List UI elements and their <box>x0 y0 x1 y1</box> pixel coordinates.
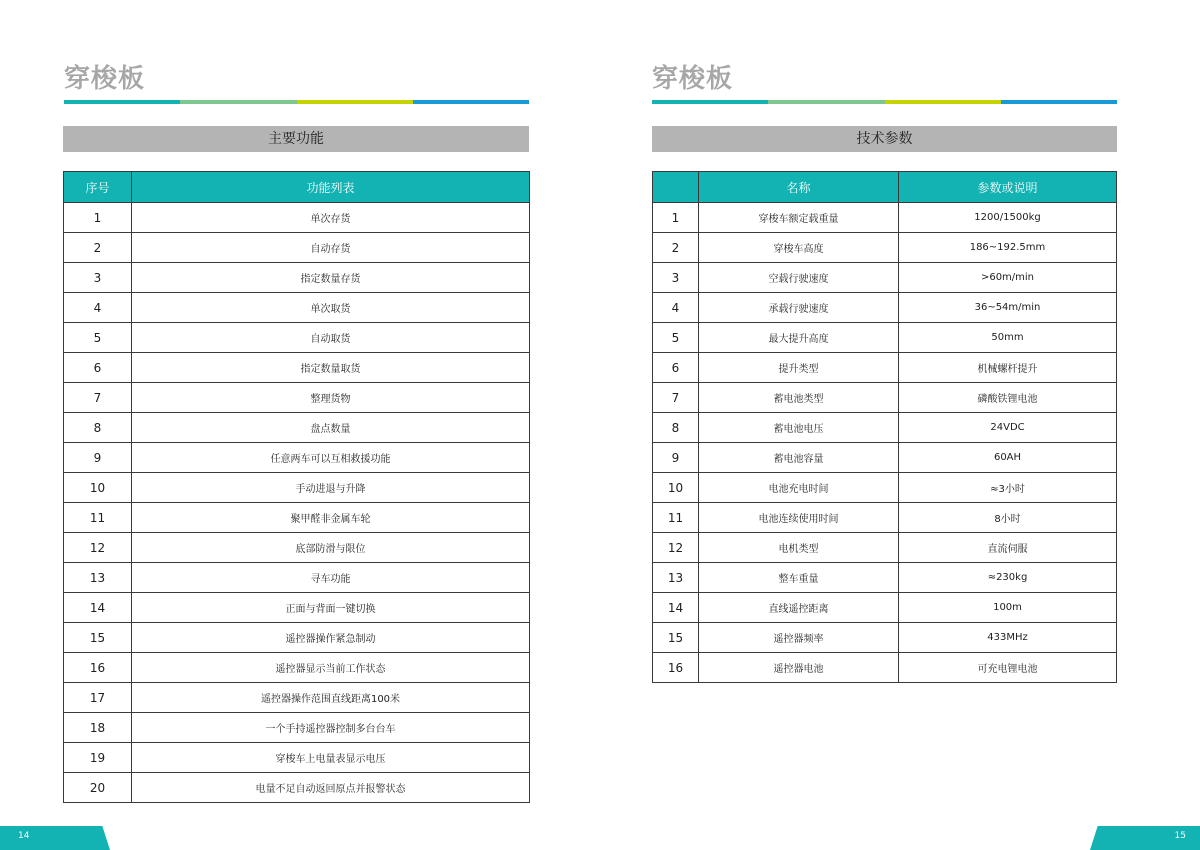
row-value-cell: 单次取货 <box>132 293 530 323</box>
row-index-cell: 12 <box>653 533 699 563</box>
row-value-cell: 指定数量存货 <box>132 263 530 293</box>
row-index-cell: 11 <box>64 503 132 533</box>
row-index-cell: 4 <box>653 293 699 323</box>
row-value-cell: 遥控器电池 <box>699 653 899 683</box>
row-index-cell: 5 <box>653 323 699 353</box>
table-row <box>64 683 530 713</box>
row-index-cell: 1 <box>653 203 699 233</box>
row-value-cell: 磷酸铁锂电池 <box>899 383 1117 413</box>
row-index-cell: 13 <box>653 563 699 593</box>
row-index-cell: 8 <box>653 413 699 443</box>
row-value-cell: 36~54m/min <box>899 293 1117 323</box>
table-row <box>64 263 530 293</box>
row-value-cell: 任意两车可以互相救援功能 <box>132 443 530 473</box>
table-row <box>653 323 1117 353</box>
title-color-bar <box>64 100 529 104</box>
row-value-cell: 电池充电时间 <box>699 473 899 503</box>
row-value-cell: 一个手持遥控器控制多台台车 <box>132 713 530 743</box>
row-value-cell: 遥控器显示当前工作状态 <box>132 653 530 683</box>
row-index-cell: 14 <box>653 593 699 623</box>
row-value-cell: 空载行驶速度 <box>699 263 899 293</box>
row-index-cell: 6 <box>64 353 132 383</box>
table-row <box>64 503 530 533</box>
row-index-cell: 3 <box>653 263 699 293</box>
functions-table <box>63 171 530 803</box>
table-row <box>653 233 1117 263</box>
row-value-cell: 正面与背面一键切换 <box>132 593 530 623</box>
row-value-cell: 最大提升高度 <box>699 323 899 353</box>
footer-tab <box>0 826 110 850</box>
page-title: 穿梭板 <box>64 64 146 94</box>
row-value-cell: 8小时 <box>899 503 1117 533</box>
header-parameter: 参数或说明 <box>899 172 1117 203</box>
color-segment-green <box>768 100 884 104</box>
header-function-list: 功能列表 <box>132 172 530 203</box>
table-row <box>64 473 530 503</box>
row-index-cell: 9 <box>64 443 132 473</box>
page-number: 15 <box>1174 831 1186 841</box>
row-index-cell: 12 <box>64 533 132 563</box>
row-value-cell: 聚甲醛非金属车轮 <box>132 503 530 533</box>
color-segment-teal <box>64 100 180 104</box>
table-row <box>64 443 530 473</box>
row-value-cell: 手动进退与升降 <box>132 473 530 503</box>
row-value-cell: 穿梭车高度 <box>699 233 899 263</box>
row-index-cell: 14 <box>64 593 132 623</box>
row-value-cell: 遥控器操作紧急制动 <box>132 623 530 653</box>
table-row <box>64 773 530 803</box>
color-segment-teal <box>652 100 768 104</box>
row-value-cell: 承载行驶速度 <box>699 293 899 323</box>
table-row <box>64 653 530 683</box>
table-row <box>64 533 530 563</box>
row-index-cell: 8 <box>64 413 132 443</box>
table-row <box>64 353 530 383</box>
row-index-cell: 1 <box>64 203 132 233</box>
row-index-cell: 4 <box>64 293 132 323</box>
row-index-cell: 15 <box>653 623 699 653</box>
header-index <box>653 172 699 203</box>
table-row <box>653 263 1117 293</box>
table-row <box>653 203 1117 233</box>
row-index-cell: 15 <box>64 623 132 653</box>
row-index-cell: 5 <box>64 323 132 353</box>
table-row <box>653 443 1117 473</box>
table-row <box>653 563 1117 593</box>
table-row <box>64 293 530 323</box>
row-index-cell: 17 <box>64 683 132 713</box>
row-value-cell: ≈3小时 <box>899 473 1117 503</box>
row-index-cell: 16 <box>653 653 699 683</box>
table-row <box>653 533 1117 563</box>
title-color-bar <box>652 100 1117 104</box>
row-value-cell: 单次存货 <box>132 203 530 233</box>
row-value-cell: 1200/1500kg <box>899 203 1117 233</box>
table-row <box>653 473 1117 503</box>
row-value-cell: 100m <box>899 593 1117 623</box>
row-value-cell: ≈230kg <box>899 563 1117 593</box>
table-row <box>64 323 530 353</box>
table-row <box>64 383 530 413</box>
row-value-cell: 底部防滑与限位 <box>132 533 530 563</box>
table-row <box>64 593 530 623</box>
right-page <box>600 0 1200 850</box>
row-value-cell: 穿梭车上电量表显示电压 <box>132 743 530 773</box>
row-index-cell: 3 <box>64 263 132 293</box>
row-value-cell: 指定数量取货 <box>132 353 530 383</box>
row-index-cell: 11 <box>653 503 699 533</box>
table-row <box>64 203 530 233</box>
row-index-cell: 2 <box>653 233 699 263</box>
row-value-cell: 电机类型 <box>699 533 899 563</box>
row-index-cell: 7 <box>653 383 699 413</box>
row-value-cell: 寻车功能 <box>132 563 530 593</box>
table-row <box>653 653 1117 683</box>
page-number: 14 <box>18 831 30 841</box>
section-header-specs: 技术参数 <box>652 126 1117 152</box>
row-value-cell: 24VDC <box>899 413 1117 443</box>
row-value-cell: 蓄电池容量 <box>699 443 899 473</box>
row-index-cell: 13 <box>64 563 132 593</box>
table-header-row <box>653 172 1117 203</box>
row-value-cell: 穿梭车额定载重量 <box>699 203 899 233</box>
row-index-cell: 18 <box>64 713 132 743</box>
row-index-cell: 7 <box>64 383 132 413</box>
table-row <box>64 413 530 443</box>
table-row <box>653 503 1117 533</box>
row-value-cell: 电量不足自动返回原点并报警状态 <box>132 773 530 803</box>
row-value-cell: 433MHz <box>899 623 1117 653</box>
color-segment-blue <box>1001 100 1117 104</box>
header-name: 名称 <box>699 172 899 203</box>
row-value-cell: 186~192.5mm <box>899 233 1117 263</box>
table-row <box>64 743 530 773</box>
row-value-cell: 提升类型 <box>699 353 899 383</box>
table-row <box>653 353 1117 383</box>
row-value-cell: 机械螺杆提升 <box>899 353 1117 383</box>
row-index-cell: 10 <box>64 473 132 503</box>
row-index-cell: 9 <box>653 443 699 473</box>
row-value-cell: >60m/min <box>899 263 1117 293</box>
row-value-cell: 直线遥控距离 <box>699 593 899 623</box>
table-row <box>653 593 1117 623</box>
table-row <box>64 713 530 743</box>
row-index-cell: 6 <box>653 353 699 383</box>
row-value-cell: 直流伺服 <box>899 533 1117 563</box>
table-row <box>653 623 1117 653</box>
row-value-cell: 60AH <box>899 443 1117 473</box>
table-row <box>653 383 1117 413</box>
row-value-cell: 蓄电池电压 <box>699 413 899 443</box>
table-row <box>653 413 1117 443</box>
row-value-cell: 50mm <box>899 323 1117 353</box>
footer-tab <box>1090 826 1200 850</box>
row-value-cell: 遥控器频率 <box>699 623 899 653</box>
row-index-cell: 20 <box>64 773 132 803</box>
row-index-cell: 10 <box>653 473 699 503</box>
row-index-cell: 16 <box>64 653 132 683</box>
row-value-cell: 整理货物 <box>132 383 530 413</box>
row-value-cell: 盘点数量 <box>132 413 530 443</box>
specs-table <box>652 171 1117 683</box>
row-value-cell: 自动存货 <box>132 233 530 263</box>
row-value-cell: 电池连续使用时间 <box>699 503 899 533</box>
color-segment-green <box>180 100 296 104</box>
table-row <box>64 233 530 263</box>
header-index: 序号 <box>64 172 132 203</box>
row-value-cell: 可充电锂电池 <box>899 653 1117 683</box>
table-header-row <box>64 172 530 203</box>
table-row <box>64 563 530 593</box>
row-value-cell: 整车重量 <box>699 563 899 593</box>
row-value-cell: 蓄电池类型 <box>699 383 899 413</box>
color-segment-lime <box>885 100 1001 104</box>
color-segment-blue <box>413 100 529 104</box>
table-row <box>653 293 1117 323</box>
row-index-cell: 2 <box>64 233 132 263</box>
page-title: 穿梭板 <box>652 64 734 94</box>
row-value-cell: 自动取货 <box>132 323 530 353</box>
color-segment-lime <box>297 100 413 104</box>
table-row <box>64 623 530 653</box>
section-header-functions: 主要功能 <box>63 126 529 152</box>
row-index-cell: 19 <box>64 743 132 773</box>
row-value-cell: 遥控器操作范围直线距离100米 <box>132 683 530 713</box>
